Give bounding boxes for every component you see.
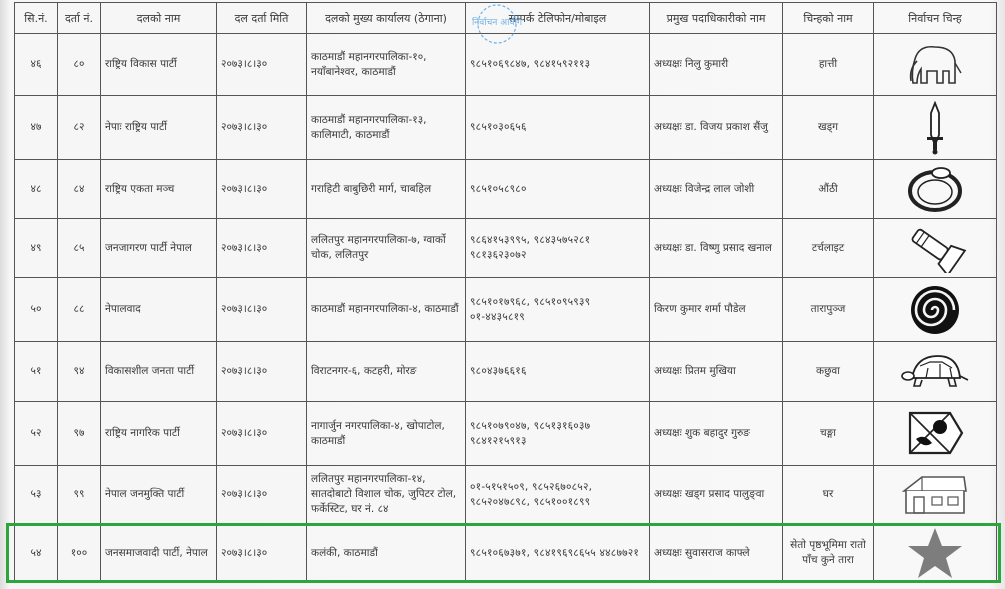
official-cell: अध्यक्षः डा. विष्णु प्रसाद खनाल bbox=[650, 219, 783, 278]
symbol-cell bbox=[874, 524, 997, 583]
table-row bbox=[15, 278, 997, 342]
table-row bbox=[15, 466, 997, 524]
symbol-cell bbox=[874, 278, 997, 342]
table-row bbox=[15, 160, 997, 219]
reg-date-cell: २०७३।८।३० bbox=[217, 34, 307, 96]
phone-cell: ९८५१०७९०४७, ९८५१३१६०३७ ९८४१२१५९१३ bbox=[466, 402, 650, 466]
party-name-cell: नेपाल जनमुक्ति पार्टी bbox=[101, 466, 217, 524]
header-official: प्रमुख पदाधिकारीको नाम bbox=[650, 3, 783, 34]
serial-cell: ५१ bbox=[15, 342, 58, 402]
symbol-cell bbox=[874, 160, 997, 219]
reg-date-cell: २०७३।८।३० bbox=[217, 342, 307, 402]
serial-cell: ४८ bbox=[15, 160, 58, 219]
party-name-cell: राष्ट्रिय एकता मञ्च bbox=[101, 160, 217, 219]
official-cell: किरण कुमार शर्मा पौडेल bbox=[650, 278, 783, 342]
symbol-name-cell: टर्चलाइट bbox=[783, 219, 874, 278]
party-name-cell: राष्ट्रिय नागरिक पार्टी bbox=[101, 402, 217, 466]
header-serial: सि.नं. bbox=[15, 3, 58, 34]
reg-no-cell: ८४ bbox=[58, 160, 101, 219]
symbol-name-cell: खड्ग bbox=[783, 96, 874, 160]
symbol-name-cell: औंठी bbox=[783, 160, 874, 219]
ring-icon bbox=[878, 164, 992, 214]
party-name-cell: नेपालवाद bbox=[101, 278, 217, 342]
official-cell: अध्यक्षः निलु कुमारी bbox=[650, 34, 783, 96]
reg-no-cell: ८५ bbox=[58, 219, 101, 278]
symbol-name-cell: चङ्गा bbox=[783, 402, 874, 466]
office-cell: नागार्जुन नगरपालिका-४, खोपाटोल, काठमाडौं bbox=[307, 402, 466, 466]
symbol-cell bbox=[874, 96, 997, 160]
header-phone: सम्पर्क टेलिफोन/मोबाइल bbox=[466, 3, 650, 34]
phone-cell: ०१-५१५१५०९, ९८५२६७०८५२, ९८५२०४७८९८, ९८५१००१८९९ bbox=[466, 466, 650, 524]
kite-icon bbox=[878, 409, 992, 459]
reg-no-cell: ९९ bbox=[58, 466, 101, 524]
official-cell: अध्यक्षः प्रितम मुखिया bbox=[650, 342, 783, 402]
phone-cell: ९८५१०५८९८० bbox=[466, 160, 650, 219]
sword-icon bbox=[878, 101, 992, 155]
phone-cell: ९८६४१५३९९५, ९८४३५७५२८१ ९८१३६२३०७२ bbox=[466, 219, 650, 278]
symbol-name-cell: तारापुञ्ज bbox=[783, 278, 874, 342]
phone-cell: ९८५१०१७९६८, ९८५१०९५९३९ ०१-४४३५८१९ bbox=[466, 278, 650, 342]
official-cell: अध्यक्षः सुवासराज काफ्ले bbox=[650, 524, 783, 583]
official-cell: अध्यक्षः खड्ग प्रसाद पालुङ्वा bbox=[650, 466, 783, 524]
reg-no-cell: ८८ bbox=[58, 278, 101, 342]
header-symbol-name: चिन्हको नाम bbox=[783, 3, 874, 34]
symbol-cell bbox=[874, 402, 997, 466]
party-name-cell: नेपाः राष्ट्रिय पार्टी bbox=[101, 96, 217, 160]
symbol-name-cell: कछुवा bbox=[783, 342, 874, 402]
table-row bbox=[15, 524, 997, 583]
table-row bbox=[15, 34, 997, 96]
turtle-icon bbox=[878, 350, 992, 394]
symbol-cell bbox=[874, 34, 997, 96]
phone-cell: ९८५१०६९८४७, ९८४१५९२११३ bbox=[466, 34, 650, 96]
torch-icon bbox=[878, 223, 992, 273]
symbol-name-cell: घर bbox=[783, 466, 874, 524]
reg-date-cell: २०७३।८।३० bbox=[217, 278, 307, 342]
reg-no-cell: १०० bbox=[58, 524, 101, 583]
table-header-row bbox=[15, 3, 997, 34]
header-reg-no: दर्ता नं. bbox=[58, 3, 101, 34]
phone-cell: ९८५१०६७३७१, ९८४१९६९८६५५ ४४८७७२१ bbox=[466, 524, 650, 583]
party-name-cell: विकासशील जनता पार्टी bbox=[101, 342, 217, 402]
reg-no-cell: ९७ bbox=[58, 402, 101, 466]
spiral-icon bbox=[878, 283, 992, 337]
office-cell: ललितपुर महानगरपालिका-१४, सातदोबाटो विशाल चोक, जुपिटर टोल, फर्केस्टिट, घर नं. ८४ bbox=[307, 466, 466, 524]
phone-cell: ९८५१०३०६५६ bbox=[466, 96, 650, 160]
office-cell: काठमाडौं महानगरपालिका-१३, कालिमाटी, काठमाडौं bbox=[307, 96, 466, 160]
serial-cell: ५३ bbox=[15, 466, 58, 524]
header-symbol: निर्वाचन चिन्ह bbox=[874, 3, 997, 34]
symbol-cell bbox=[874, 466, 997, 524]
serial-cell: ५४ bbox=[15, 524, 58, 583]
party-name-cell: जनसमाजवादी पार्टी, नेपाल bbox=[101, 524, 217, 583]
reg-date-cell: २०७३।८।३० bbox=[217, 466, 307, 524]
serial-cell: ५० bbox=[15, 278, 58, 342]
reg-date-cell: २०७३।८।३० bbox=[217, 96, 307, 160]
reg-date-cell: २०७३।८।३० bbox=[217, 402, 307, 466]
symbol-cell bbox=[874, 342, 997, 402]
symbol-name-cell: हात्ती bbox=[783, 34, 874, 96]
reg-no-cell: ९४ bbox=[58, 342, 101, 402]
table-row bbox=[15, 96, 997, 160]
header-reg-date: दल दर्ता मिति bbox=[217, 3, 307, 34]
star-icon bbox=[878, 526, 992, 580]
symbol-cell bbox=[874, 219, 997, 278]
serial-cell: ४६ bbox=[15, 34, 58, 96]
party-register-table bbox=[14, 2, 997, 583]
serial-cell: ४७ bbox=[15, 96, 58, 160]
table-row bbox=[15, 219, 997, 278]
serial-cell: ५२ bbox=[15, 402, 58, 466]
party-name-cell: जनजागरण पार्टी नेपाल bbox=[101, 219, 217, 278]
table-row bbox=[15, 342, 997, 402]
official-cell: अध्यक्षः शुक बहादुर गुरुङ bbox=[650, 402, 783, 466]
official-cell: अध्यक्षः विजेन्द्र लाल जोशी bbox=[650, 160, 783, 219]
official-cell: अध्यक्षः डा. विजय प्रकाश सैंजु bbox=[650, 96, 783, 160]
office-cell: कलंकी, काठमाडौं bbox=[307, 524, 466, 583]
office-cell: काठमाडौं महानगरपालिका-४, काठमाडौं bbox=[307, 278, 466, 342]
reg-date-cell: २०७३।८।३० bbox=[217, 160, 307, 219]
symbol-name-cell: सेतो पृष्ठभूमिमा रातो पाँच कुने तारा bbox=[783, 524, 874, 583]
office-cell: काठमाडौं महानगरपालिका-१०, नयाँबानेश्वर, काठमाडौं bbox=[307, 34, 466, 96]
header-office: दलको मुख्य कार्यालय (ठेगाना) bbox=[307, 3, 466, 34]
house-icon bbox=[878, 473, 992, 517]
office-cell: विराटनगर-६, कटहरी, मोरङ bbox=[307, 342, 466, 402]
reg-date-cell: २०७३।८।३० bbox=[217, 219, 307, 278]
header-party-name: दलको नाम bbox=[101, 3, 217, 34]
reg-no-cell: ८२ bbox=[58, 96, 101, 160]
office-cell: ललितपुर महानगरपालिका-७, ग्वार्को चोक, ललितपुर bbox=[307, 219, 466, 278]
party-name-cell: राष्ट्रिय विकास पार्टी bbox=[101, 34, 217, 96]
stamp-text: निर्वाचन आयोग bbox=[471, 18, 523, 28]
phone-cell: ९८०४३७६६१६ bbox=[466, 342, 650, 402]
office-cell: गराहिटी बाबुछिरी मार्ग, चाबहिल bbox=[307, 160, 466, 219]
reg-no-cell: ८० bbox=[58, 34, 101, 96]
serial-cell: ४९ bbox=[15, 219, 58, 278]
reg-date-cell: २०७३।८।३० bbox=[217, 524, 307, 583]
elephant-icon bbox=[878, 39, 992, 91]
table-row bbox=[15, 402, 997, 466]
